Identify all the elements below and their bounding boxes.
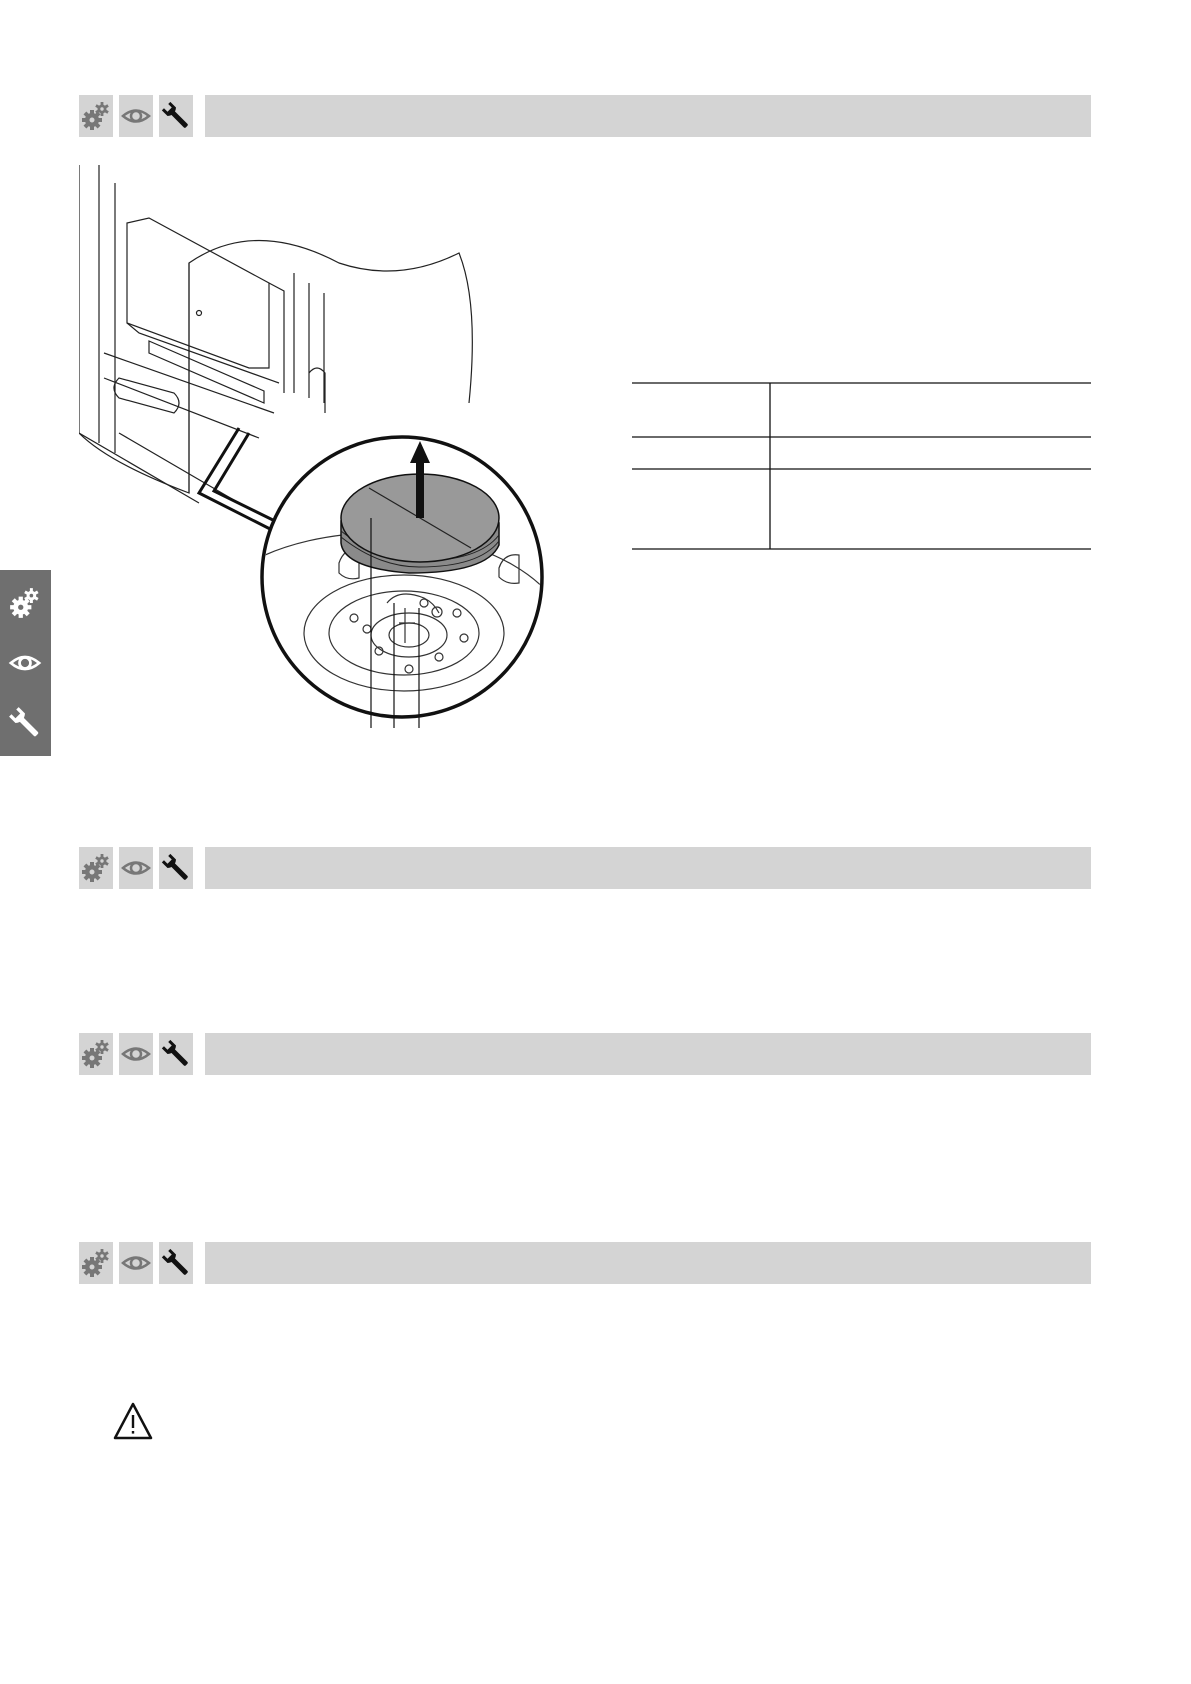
wrench-icon xyxy=(159,847,193,889)
wrench-icon xyxy=(6,704,44,742)
gears-icon xyxy=(79,1242,113,1284)
section-header-2 xyxy=(79,847,1091,889)
section-header-bar xyxy=(205,1242,1091,1284)
eye-icon xyxy=(119,1242,153,1284)
section-header-4 xyxy=(79,1242,1091,1284)
eye-icon xyxy=(119,95,153,137)
gears-icon xyxy=(79,95,113,137)
gears-icon xyxy=(6,584,44,622)
wrench-icon xyxy=(159,1242,193,1284)
wrench-icon xyxy=(159,95,193,137)
warning-triangle-icon xyxy=(112,1401,154,1441)
eye-icon xyxy=(119,1033,153,1075)
gears-icon xyxy=(79,1033,113,1075)
legend-table xyxy=(632,382,1091,550)
gears-icon xyxy=(79,847,113,889)
boiler-illustration xyxy=(79,163,579,738)
side-tab xyxy=(0,570,51,756)
section-header-bar xyxy=(205,1033,1091,1075)
section-header-1 xyxy=(79,95,1091,137)
eye-icon xyxy=(6,644,44,682)
wrench-icon xyxy=(159,1033,193,1075)
section-header-bar xyxy=(205,847,1091,889)
eye-icon xyxy=(119,847,153,889)
section-header-bar xyxy=(205,95,1091,137)
section-header-3 xyxy=(79,1033,1091,1075)
